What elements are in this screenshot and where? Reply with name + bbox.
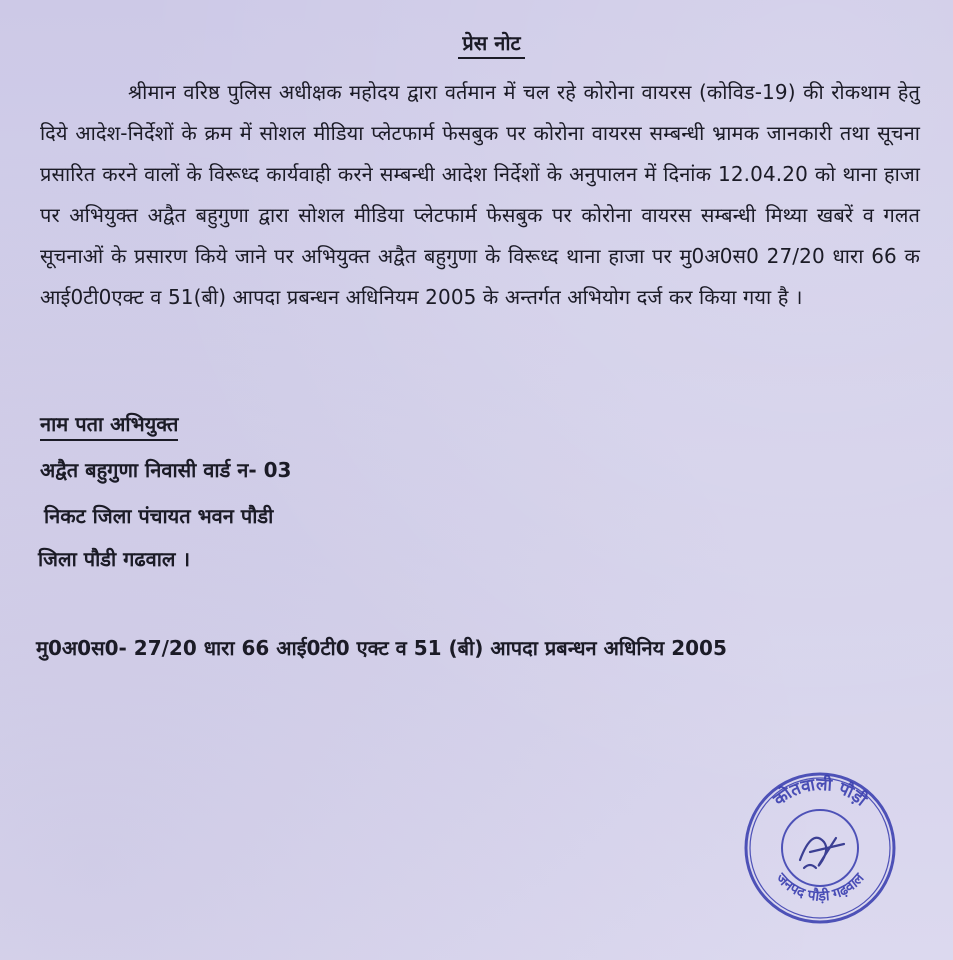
police-station-seal <box>740 768 900 928</box>
case-reference-line: मु0अ0स0- 27/20 धारा 66 आई0टी0 एक्ट व 51 (बी) आपदा प्रबन्धन अधिनिय 2005 <box>36 636 727 660</box>
accused-heading: नाम पता अभियुक्त <box>40 410 178 441</box>
seal-bottom-text: जनपद पौड़ी गढ़वाल <box>772 870 868 905</box>
document-title: प्रेस नोट <box>0 29 953 59</box>
address-line-2: निकट जिला पंचायत भवन पौडी <box>44 504 274 528</box>
svg-text:कोतवाली पौड़ी <box>769 774 872 811</box>
signature-scribble-icon <box>800 838 844 868</box>
svg-text:जनपद पौड़ी गढ़वाल <box>772 870 868 905</box>
press-note-paragraph: श्रीमान वरिष्ठ पुलिस अधीक्षक महोदय द्वारा वर्तमान में चल रहे कोरोना वायरस (कोविड-19) की रोकथाम हेतु दिये आदेश-निर्देशों के क्रम में सोशल मीडिया प्लेटफार्म फेसबुक पर कोरोना वायरस सम्बन्धी भ्रामक जानकारी तथा सूचना प्रसारित करने वालों के विरूध्द कार्यवाही करने सम्बन्धी आदेश निर्देशों के अनुपालन में दिनांक 12.04.20 को थाना हाजा पर अभियुक्त अद्वैत बहुगुणा द्वारा सोशल मीडिया प्लेटफार्म फेसबुक पर कोरोना वायरस सम्बन्धी मिथ्या खबरें व गलत सूचनाओं के प्रसारण किये जाने पर अभियुक्त अद्वैत बहुगुणा के विरूध्द थाना हाजा पर मु0अ0स0 27/20 धारा 66 क आई0टी0एक्ट व 51(बी) आपदा प्रबन्धन अधिनियम 2005 के अन्तर्गत अभियोग दर्ज कर किया गया है । <box>40 80 920 309</box>
seal-top-text: कोतवाली पौड़ी <box>769 774 871 811</box>
address-line-3: जिला पौडी गढवाल । <box>38 547 191 571</box>
address-line-1: अद्वैत बहुगुणा निवासी वार्ड न- 03 <box>40 458 292 482</box>
